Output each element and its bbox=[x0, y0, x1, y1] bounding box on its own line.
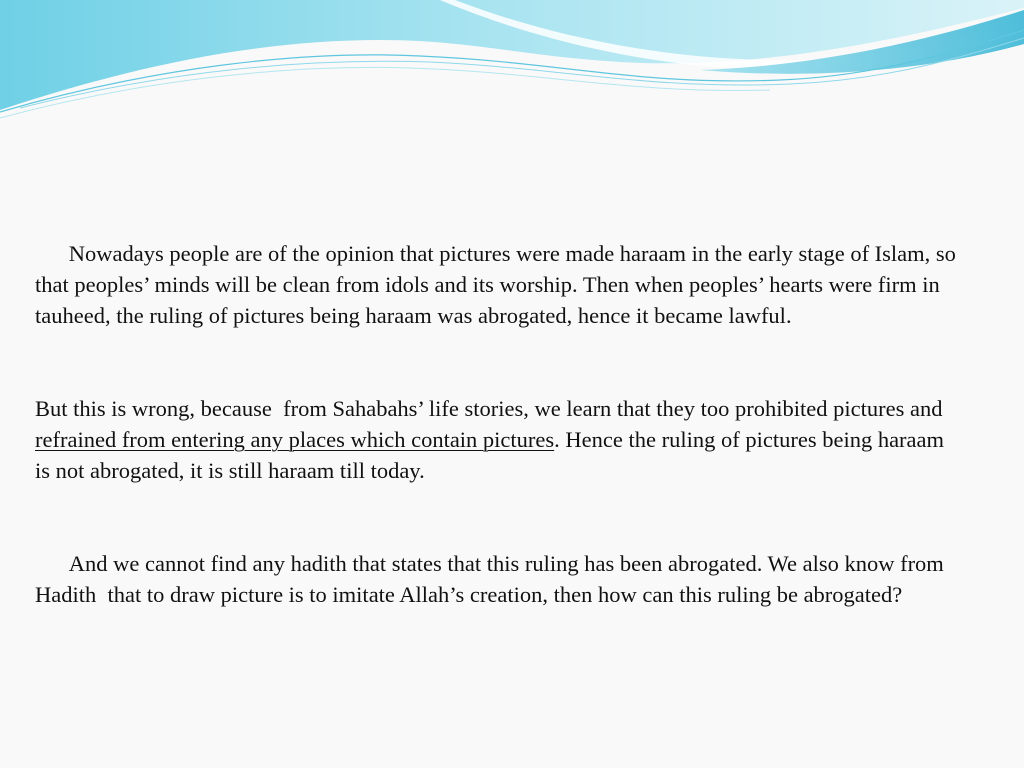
paragraph-2-underlined-text: refrained from entering any places which contain pictures bbox=[35, 427, 555, 452]
paragraph-3-text: And we cannot find any hadith that states that this ruling has been abrogated. We also know from Hadith that to draw picture is to imitate Allah’s creation, then how can this ruling be abrogated? bbox=[35, 551, 950, 607]
paragraph-3 bbox=[35, 517, 960, 641]
paragraph-1-text: Nowadays people are of the opinion that pictures were made haraam in the early stage of Islam, so that peoples’ minds will be clean from idols and its worship. Then when peoples’ hearts were firm in tauheed, the ruling of pictures being haraam was abrogated, hence it became lawful. bbox=[35, 241, 962, 328]
wave-header-decoration bbox=[0, 0, 1024, 130]
paragraph-2-text-start: But this is wrong, because from Sahabahs’ life stories, we learn that they too prohibited pictures and bbox=[35, 396, 949, 421]
paragraph-2-text-end: . Hence the ruling of pictures being haraam is not abrogated, it is still haraam till today. bbox=[35, 427, 950, 483]
paragraph-1 bbox=[35, 207, 960, 362]
paragraph-2 bbox=[35, 393, 960, 486]
slide-body-text bbox=[35, 207, 960, 672]
